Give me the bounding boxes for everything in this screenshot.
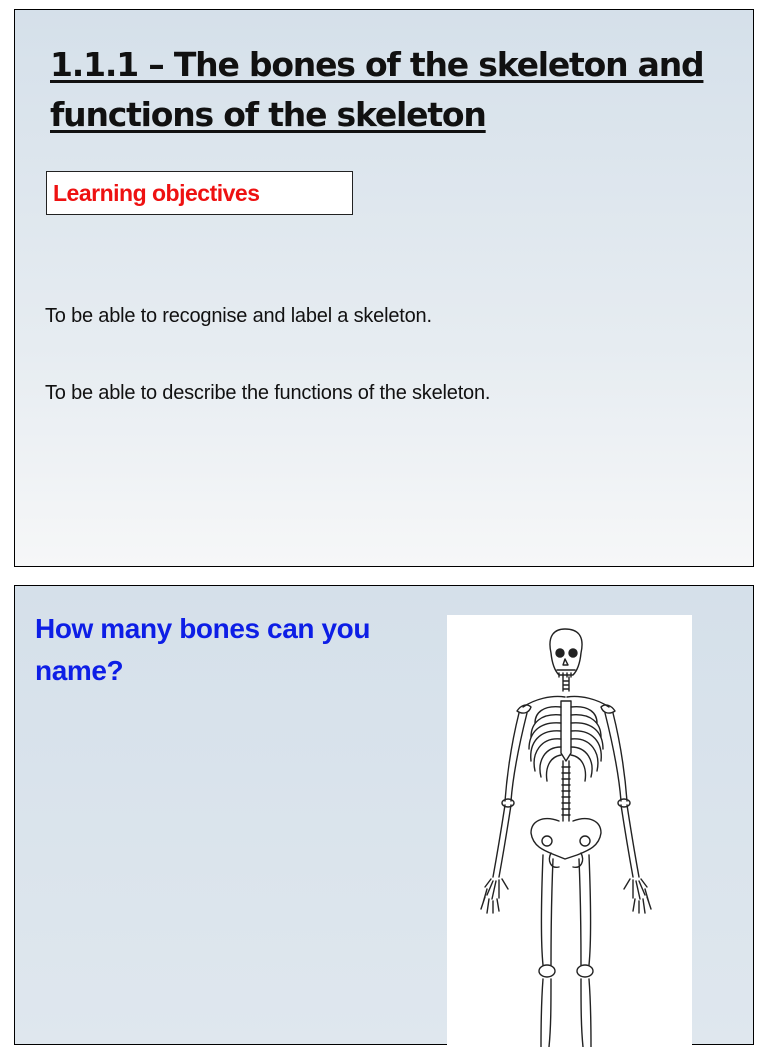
learning-objectives-heading: Learning objectives — [46, 171, 353, 215]
slide-1 — [14, 9, 754, 567]
slide-title: 1.1.1 – The bones of the skeleton and functions of the skeleton — [50, 45, 704, 134]
slide-2 — [14, 585, 754, 1045]
objective-item: To be able to recognise and label a skeleton. — [45, 305, 432, 327]
skeleton-icon — [447, 615, 692, 1047]
skeleton-image — [447, 615, 692, 1047]
question-text: How many bones can you name? — [35, 613, 371, 686]
objective-item: To be able to describe the functions of the skeleton. — [45, 382, 491, 404]
